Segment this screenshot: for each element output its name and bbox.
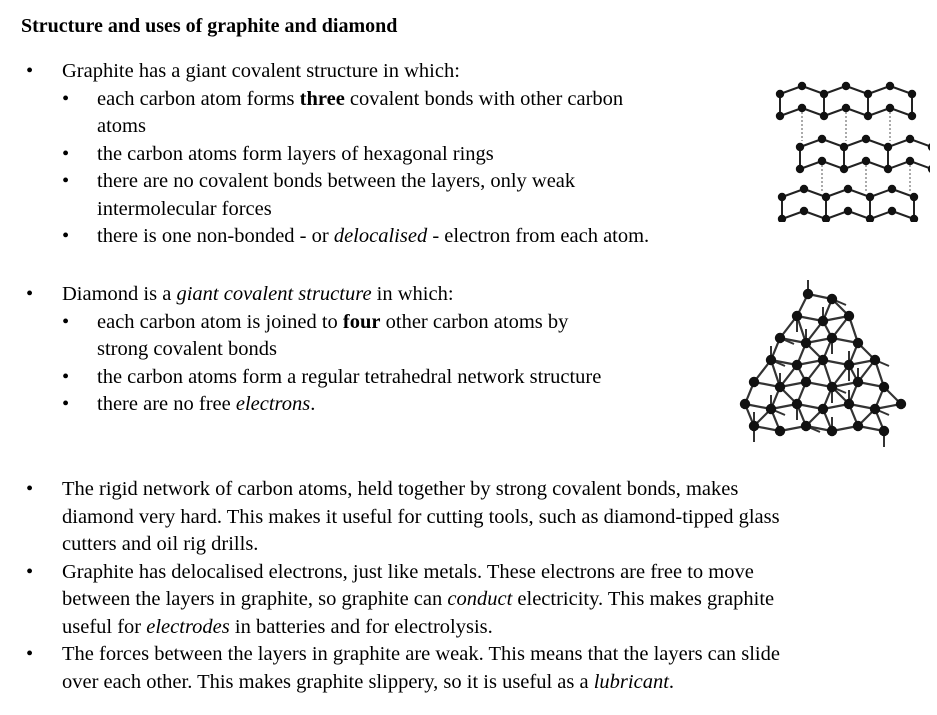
graphite-atom [800,185,808,193]
diamond-atom [818,316,828,326]
diamond-atom [740,399,750,409]
diamond-atom [766,404,776,414]
graphite-atom [778,193,786,201]
uses-section [26,476,926,696]
graphite-atom [842,104,850,112]
diamond-atom [775,382,785,392]
graphite-atom [842,82,850,90]
use-graphite-conduct: • Graphite has delocalised electrons, just like metals. These electrons are free to move between the layers in graphite, so graphite can conduct electricity. This makes graphite useful for electrodes in batteries and for electrolysis. [26,560,775,638]
graphite-atom [840,143,848,151]
page-title: Structure and uses of graphite and diamond [21,15,398,37]
graphite-atom [822,193,830,201]
diamond-atom [853,421,863,431]
bullet: • [62,393,70,415]
diamond-point-2: • the carbon atoms form a regular tetrahedral network structure [26,364,726,392]
diamond-intro: • Diamond is a giant covalent structure in which: [26,281,726,309]
graphite-atom [928,143,930,151]
graphite-atom [884,143,892,151]
graphite-atom [818,135,826,143]
graphite-atom [796,143,804,151]
graphite-atom [862,135,870,143]
use-graphite-lubricant: • The forces between the layers in graphite are weak. This means that the layers can slide over each other. This makes graphite slippery, so it is useful as a lubricant. [26,643,780,693]
diamond-section [26,281,726,419]
diamond-atom [870,404,880,414]
bullet: • [26,643,34,665]
bullet: • [26,60,34,82]
graphite-atom [928,165,930,173]
diamond-atom [792,311,802,321]
diamond-atom [827,294,837,304]
diamond-atom [818,404,828,414]
graphite-intro: • Graphite has a giant covalent structure in which: [26,58,766,86]
diamond-atom [896,399,906,409]
diamond-atom [801,377,811,387]
diamond-atom [879,426,889,436]
diamond-atom [827,426,837,436]
bullet: • [62,142,70,165]
graphite-atom [864,112,872,120]
graphite-point-4: • there is one non-bonded - or delocalised - electron from each atom. [26,223,766,251]
graphite-atom [844,185,852,193]
diamond-atom [801,421,811,431]
diamond-atom [766,355,776,365]
bullet: • [62,365,70,388]
bullet: • [26,560,34,583]
graphite-atom [906,135,914,143]
diamond-atom [818,355,828,365]
graphite-atom [906,157,914,165]
bullet: • [62,87,70,110]
graphite-section [26,58,766,251]
graphite-atom [798,104,806,112]
graphite-structure-diagram [770,72,930,222]
graphite-point-3: • there are no covalent bonds between the layers, only weak intermolecular forces [62,170,576,220]
diamond-atom [749,421,759,431]
diamond-atom [844,399,854,409]
diamond-atom [827,382,837,392]
diamond-atom [803,289,813,299]
diamond-atom [844,311,854,321]
graphite-atom [776,112,784,120]
graphite-atom [862,157,870,165]
graphite-atom [822,215,830,222]
graphite-atom [840,165,848,173]
diamond-atom [844,360,854,370]
diamond-atom [853,338,863,348]
graphite-atom [866,193,874,201]
graphite-atom [798,82,806,90]
diamond-structure-diagram [724,272,924,462]
diamond-point-3: • there are no free electrons. [26,391,726,419]
diamond-atom [749,377,759,387]
diamond-atom [853,377,863,387]
graphite-atom [800,207,808,215]
graphite-atom [776,90,784,98]
diamond-atom [879,382,889,392]
diamond-atom [792,399,802,409]
diamond-atom [792,360,802,370]
graphite-point-2: • the carbon atoms form layers of hexagonal rings [26,141,766,169]
bullet: • [26,478,34,500]
use-diamond-hard: • The rigid network of carbon atoms, held together by strong covalent bonds, makes diamond very hard. This makes it useful for cutting tools, such as diamond-tipped glass cutters and oil rig drills. [26,478,780,555]
graphite-atom [820,112,828,120]
graphite-atom [844,207,852,215]
graphite-atom [888,185,896,193]
diamond-atom [827,333,837,343]
diamond-atom [870,355,880,365]
diamond-point-1: • each carbon atom is joined to four other carbon atoms by strong covalent bonds [62,310,569,360]
bullet: • [26,283,34,305]
graphite-atom [908,112,916,120]
graphite-atom [910,215,918,222]
bullet: • [62,310,70,333]
graphite-atom [888,207,896,215]
diamond-atom [775,333,785,343]
graphite-atom [884,165,892,173]
diamond-atom [775,426,785,436]
graphite-atom [818,157,826,165]
graphite-atom [886,104,894,112]
graphite-atom [796,165,804,173]
graphite-atom [864,90,872,98]
graphite-atom [908,90,916,98]
graphite-atom [778,215,786,222]
diamond-atom [801,338,811,348]
bullet: • [62,170,70,192]
graphite-atom [820,90,828,98]
bullet: • [62,225,70,247]
graphite-point-1: • each carbon atom forms three covalent bonds with other carbon atoms [62,87,624,137]
graphite-atom [866,215,874,222]
graphite-atom [910,193,918,201]
graphite-atom [886,82,894,90]
